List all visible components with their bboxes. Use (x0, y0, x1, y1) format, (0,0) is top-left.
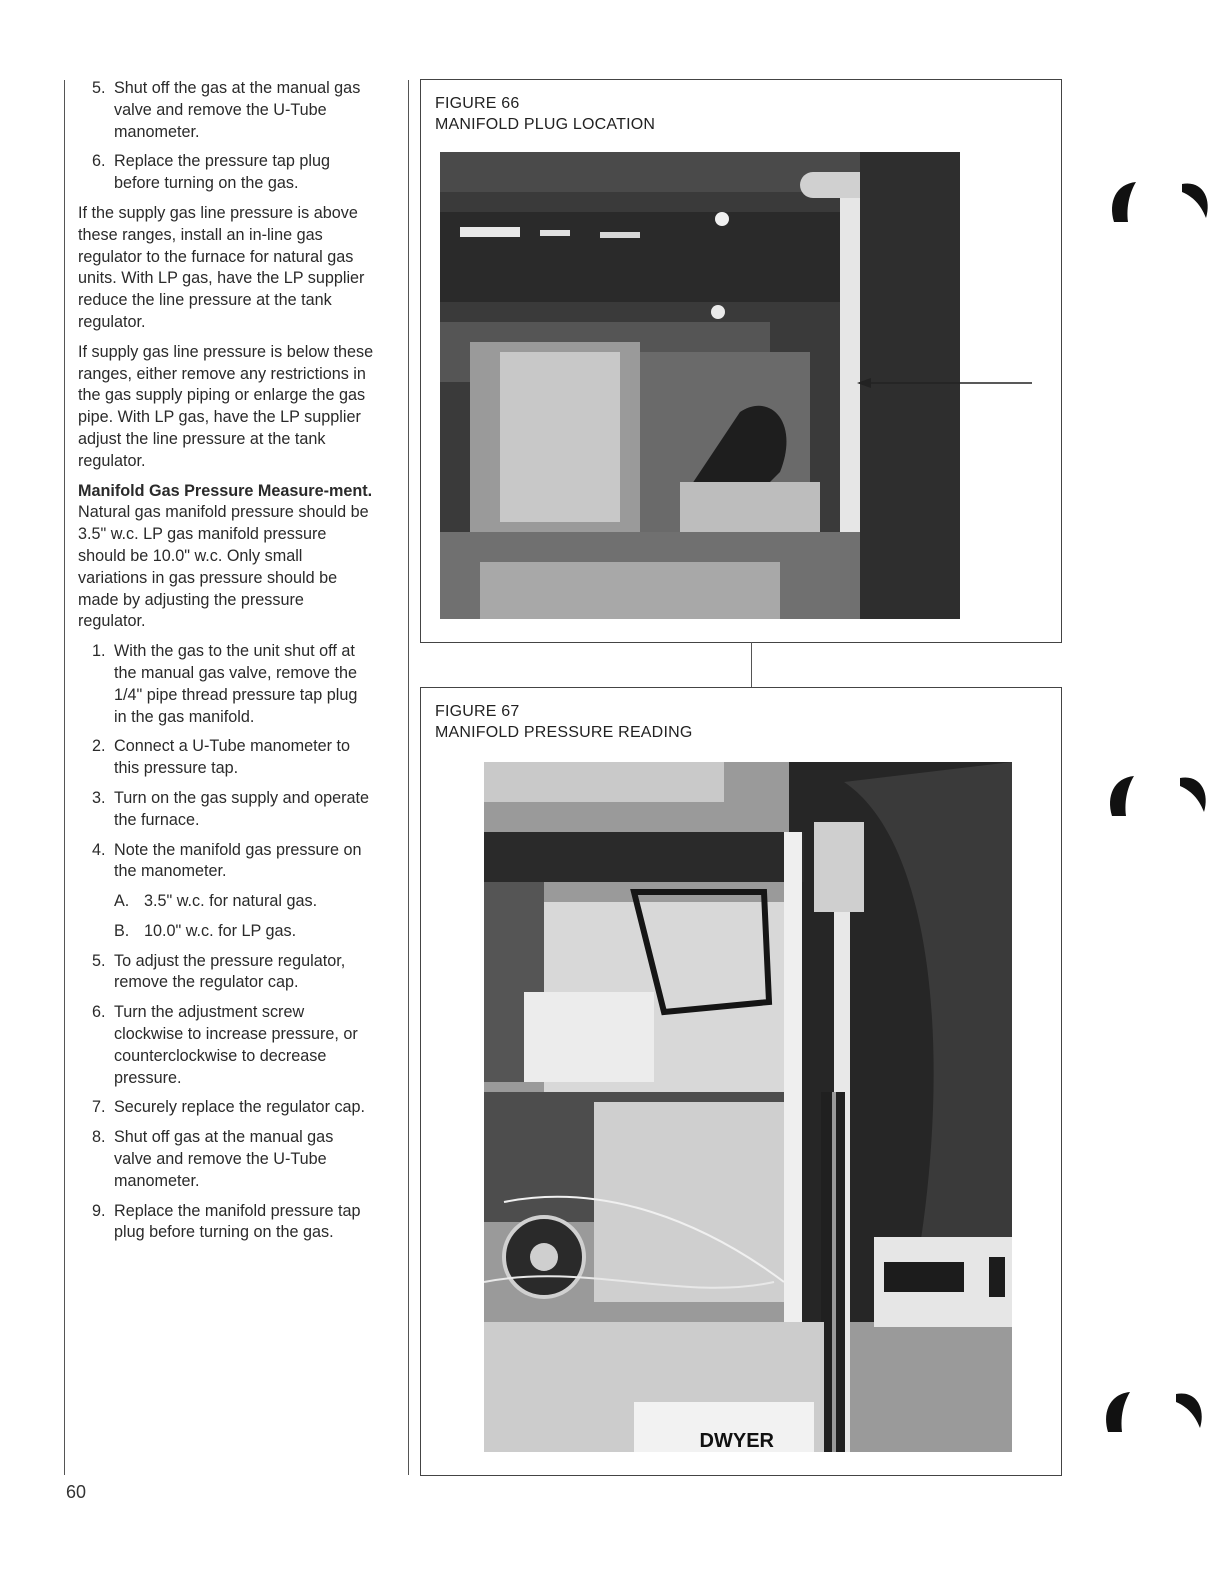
binder-hole-icon (1100, 1388, 1208, 1436)
paragraph-pressure-above: If the supply gas line pressure is above these ranges, install an in-line gas regulator to the furnace for natural gas units. With LP gas, have the LP supplier reduce the line pressure at the tank regulator. (78, 203, 365, 331)
manifold-text: Natural gas manifold pressure should be 3.5" w.c. LP gas manifold pressure should be 10.0" w.c. Only small variations in gas pressure should be made by adjusting the pressure regulator. (78, 503, 369, 631)
step-item: 6. Turn the adjustment screw clockwise to increase pressure, or counterclockwise to decrease pressure. (92, 1003, 358, 1087)
left-text-column (78, 78, 374, 1252)
figure-66-label: FIGURE 66 (435, 95, 520, 112)
figure-67-label: FIGURE 67 (435, 703, 520, 720)
pointer-arrow (855, 375, 1035, 391)
figure-connector (751, 642, 752, 687)
figure-67-box (420, 687, 1062, 1476)
substep-item: B. 10.0" w.c. for LP gas. (114, 921, 297, 940)
step-item: 9. Replace the manifold pressure tap plug before turning on the gas. (92, 1201, 361, 1242)
binder-hole-icon (1106, 178, 1214, 226)
manifold-heading: Manifold Gas Pressure Measure-ment. (78, 481, 373, 500)
figure-67-caption (435, 701, 692, 743)
step-item: 3. Turn on the gas supply and operate the furnace. (92, 788, 369, 829)
step-item: 6. Replace the pressure tap plug before turning on the gas. (92, 152, 330, 193)
left-margin-rule (64, 80, 65, 1475)
meter-brand-label: DWYER (699, 1430, 774, 1452)
binder-hole-icon (1104, 772, 1212, 820)
figure-66-title: MANIFOLD PLUG LOCATION (435, 116, 656, 133)
center-rule (408, 80, 409, 1475)
figure-66-caption (435, 93, 655, 135)
step-item: 4. Note the manifold gas pressure on the manometer. (92, 840, 362, 881)
page-number: 60 (66, 1482, 87, 1502)
figure-67-photo (484, 762, 1012, 1452)
figure-67-title: MANIFOLD PRESSURE READING (435, 724, 693, 741)
step-item: 5. To adjust the pressure regulator, remove the regulator cap. (92, 951, 346, 992)
manifold-section (78, 481, 374, 634)
step-item: 7. Securely replace the regulator cap. (92, 1098, 366, 1117)
substep-item: A. 3.5" w.c. for natural gas. (114, 892, 318, 911)
step-item: 2. Connect a U-Tube manometer to this pressure tap. (92, 737, 351, 778)
step-item: 1. With the gas to the unit shut off at the manual gas valve, remove the 1/4" pipe thread pressure tap plug in the gas manifold. (92, 642, 358, 726)
figure-66-box (420, 79, 1062, 643)
step-item: 5. Shut off the gas at the manual gas valve and remove the U-Tube manometer. (92, 79, 361, 141)
manometer-reading-image (484, 762, 1012, 1452)
step-item: 8. Shut off gas at the manual gas valve and remove the U-Tube manometer. (92, 1128, 334, 1190)
paragraph-pressure-below: If supply gas line pressure is below these ranges, either remove any restrictions in the gas supply piping or enlarge the gas pipe. With LP gas, have the LP supplier adjust the line pressure at the tank regulator. (78, 342, 374, 470)
